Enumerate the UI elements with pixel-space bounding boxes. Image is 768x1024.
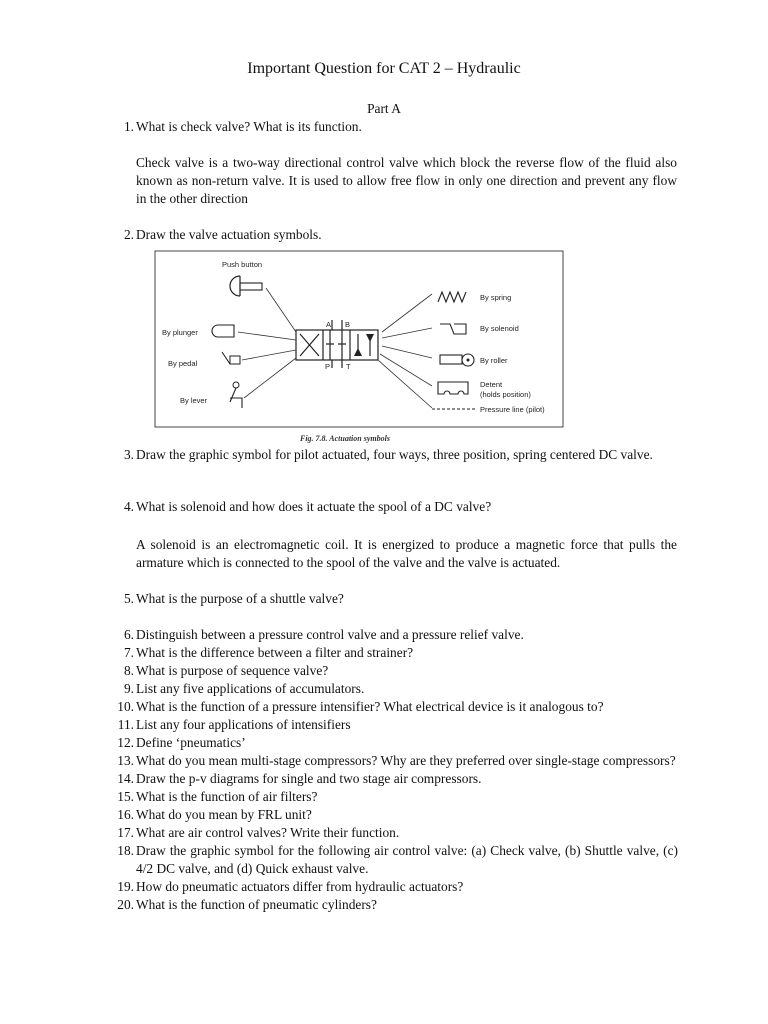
port-a-label: A bbox=[326, 320, 332, 329]
answer-1: Check valve is a two-way directional control valve which block the reverse flow of the fluid also known as non-return valve. It is used to allow free flow in only one direction and prevent any flow in the other direction bbox=[136, 155, 677, 206]
question-list bbox=[112, 626, 678, 914]
question-text: What are air control valves? Write their function. bbox=[136, 825, 400, 840]
list-item bbox=[112, 716, 678, 734]
list-item bbox=[112, 662, 678, 680]
question-number: 18. bbox=[117, 843, 134, 858]
question-text: What is the function of a pressure intensifier? What electrical device is it analogous to? bbox=[136, 699, 604, 714]
question-number: 16. bbox=[117, 807, 134, 822]
list-item bbox=[112, 896, 678, 914]
detent-note: (holds position) bbox=[480, 390, 531, 399]
question-number: 9. bbox=[123, 681, 134, 696]
by-pedal-label: By pedal bbox=[168, 359, 198, 368]
list-item bbox=[112, 878, 678, 896]
question-number: 6. bbox=[123, 627, 134, 642]
figure-caption: Fig. 7.8. Actuation symbols bbox=[300, 434, 390, 443]
list-item bbox=[112, 698, 678, 716]
question-number: 2. bbox=[123, 227, 134, 242]
actuation-symbols-figure bbox=[150, 248, 594, 446]
solenoid-icon bbox=[440, 324, 466, 334]
flow-arrow bbox=[354, 348, 362, 356]
list-item bbox=[112, 644, 678, 662]
list-item bbox=[112, 788, 678, 806]
spring-icon bbox=[438, 292, 466, 302]
question-text: List any five applications of accumulators. bbox=[136, 681, 365, 696]
question-text: What do you mean multi-stage compressors? Why are they preferred over single-stage compressors? bbox=[136, 753, 676, 768]
question-number: 20. bbox=[117, 897, 134, 912]
question-number: 4. bbox=[123, 499, 134, 514]
question-number: 15. bbox=[117, 789, 134, 804]
question-text: What is the difference between a filter and strainer? bbox=[136, 645, 414, 660]
page-title: Important Question for CAT 2 – Hydraulic bbox=[247, 60, 521, 77]
question-number: 14. bbox=[117, 771, 134, 786]
question-text: How do pneumatic actuators differ from hydraulic actuators? bbox=[136, 879, 464, 894]
question-number: 19. bbox=[117, 879, 134, 894]
list-item bbox=[112, 842, 678, 878]
pressure-line-label: Pressure line (pilot) bbox=[480, 405, 545, 414]
question-text: What is solenoid and how does it actuate the spool of a DC valve? bbox=[136, 499, 492, 514]
question-number: 11. bbox=[117, 717, 134, 732]
question-number: 17. bbox=[117, 825, 134, 840]
question-text: What do you mean by FRL unit? bbox=[136, 807, 312, 822]
question-number: 8. bbox=[123, 663, 134, 678]
lever-icon bbox=[233, 382, 239, 388]
figure-frame bbox=[155, 251, 563, 427]
question-number: 12. bbox=[117, 735, 134, 750]
question-number: 3. bbox=[123, 447, 134, 462]
list-item bbox=[112, 680, 678, 698]
question-text: What is the purpose of a shuttle valve? bbox=[136, 591, 344, 606]
connector-lines bbox=[238, 288, 432, 408]
question-text: Distinguish between a pressure control valve and a pressure relief valve. bbox=[136, 627, 524, 642]
dc-valve-symbol bbox=[296, 320, 378, 368]
question-number: 1. bbox=[123, 119, 134, 134]
port-b-label: B bbox=[345, 320, 351, 329]
question-text: Draw the p-v diagrams for single and two stage air compressors. bbox=[136, 771, 482, 786]
flow-arrow bbox=[366, 334, 374, 342]
list-item bbox=[112, 626, 678, 644]
question-text: Define ‘pneumatics’ bbox=[136, 735, 246, 750]
question-number: 13. bbox=[117, 753, 134, 768]
port-p-label: P bbox=[325, 362, 331, 371]
question-text: List any four applications of intensifiers bbox=[136, 717, 351, 732]
section-heading: Part A bbox=[367, 101, 401, 116]
push-button-icon bbox=[230, 276, 240, 296]
list-item bbox=[112, 734, 678, 752]
by-lever-label: By lever bbox=[180, 396, 208, 405]
actuation-diagram bbox=[150, 248, 594, 446]
question-text: What is the function of pneumatic cylinders? bbox=[136, 897, 377, 912]
question-text: What is purpose of sequence valve? bbox=[136, 663, 329, 678]
by-solenoid-label: By solenoid bbox=[480, 324, 519, 333]
question-text: Draw the valve actuation symbols. bbox=[136, 227, 322, 242]
by-roller-label: By roller bbox=[480, 356, 508, 365]
detent-label: Detent bbox=[480, 380, 503, 389]
question-text: Draw the graphic symbol for pilot actuated, four ways, three position, spring centered DC valve. bbox=[136, 447, 653, 462]
list-item bbox=[112, 752, 678, 770]
question-number: 5. bbox=[123, 591, 134, 606]
question-number: 7. bbox=[123, 645, 134, 660]
question-text: What is the function of air filters? bbox=[136, 789, 318, 804]
push-button-label: Push button bbox=[222, 260, 263, 269]
question-text: What is check valve? What is its function. bbox=[136, 119, 362, 134]
question-text: Draw the graphic symbol for the following air control valve: (a) Check valve, (b) Shuttle valve, (c) 4/2 DC valve, and (d) Quick exhaust valve. bbox=[136, 843, 678, 876]
by-spring-label: By spring bbox=[480, 293, 512, 302]
question-number: 10. bbox=[117, 699, 134, 714]
by-plunger-label: By plunger bbox=[162, 328, 198, 337]
roller-icon bbox=[440, 355, 462, 364]
plunger-icon bbox=[212, 325, 234, 337]
detent-icon bbox=[438, 382, 468, 394]
list-item bbox=[112, 824, 678, 842]
answer-4: A solenoid is an electromagnetic coil. It is energized to produce a magnetic force that pulls the armature which is connected to the spool of the valve and the valve is actuated. bbox=[136, 537, 677, 570]
port-t-label: T bbox=[346, 362, 351, 371]
list-item bbox=[112, 806, 678, 824]
list-item bbox=[112, 770, 678, 788]
